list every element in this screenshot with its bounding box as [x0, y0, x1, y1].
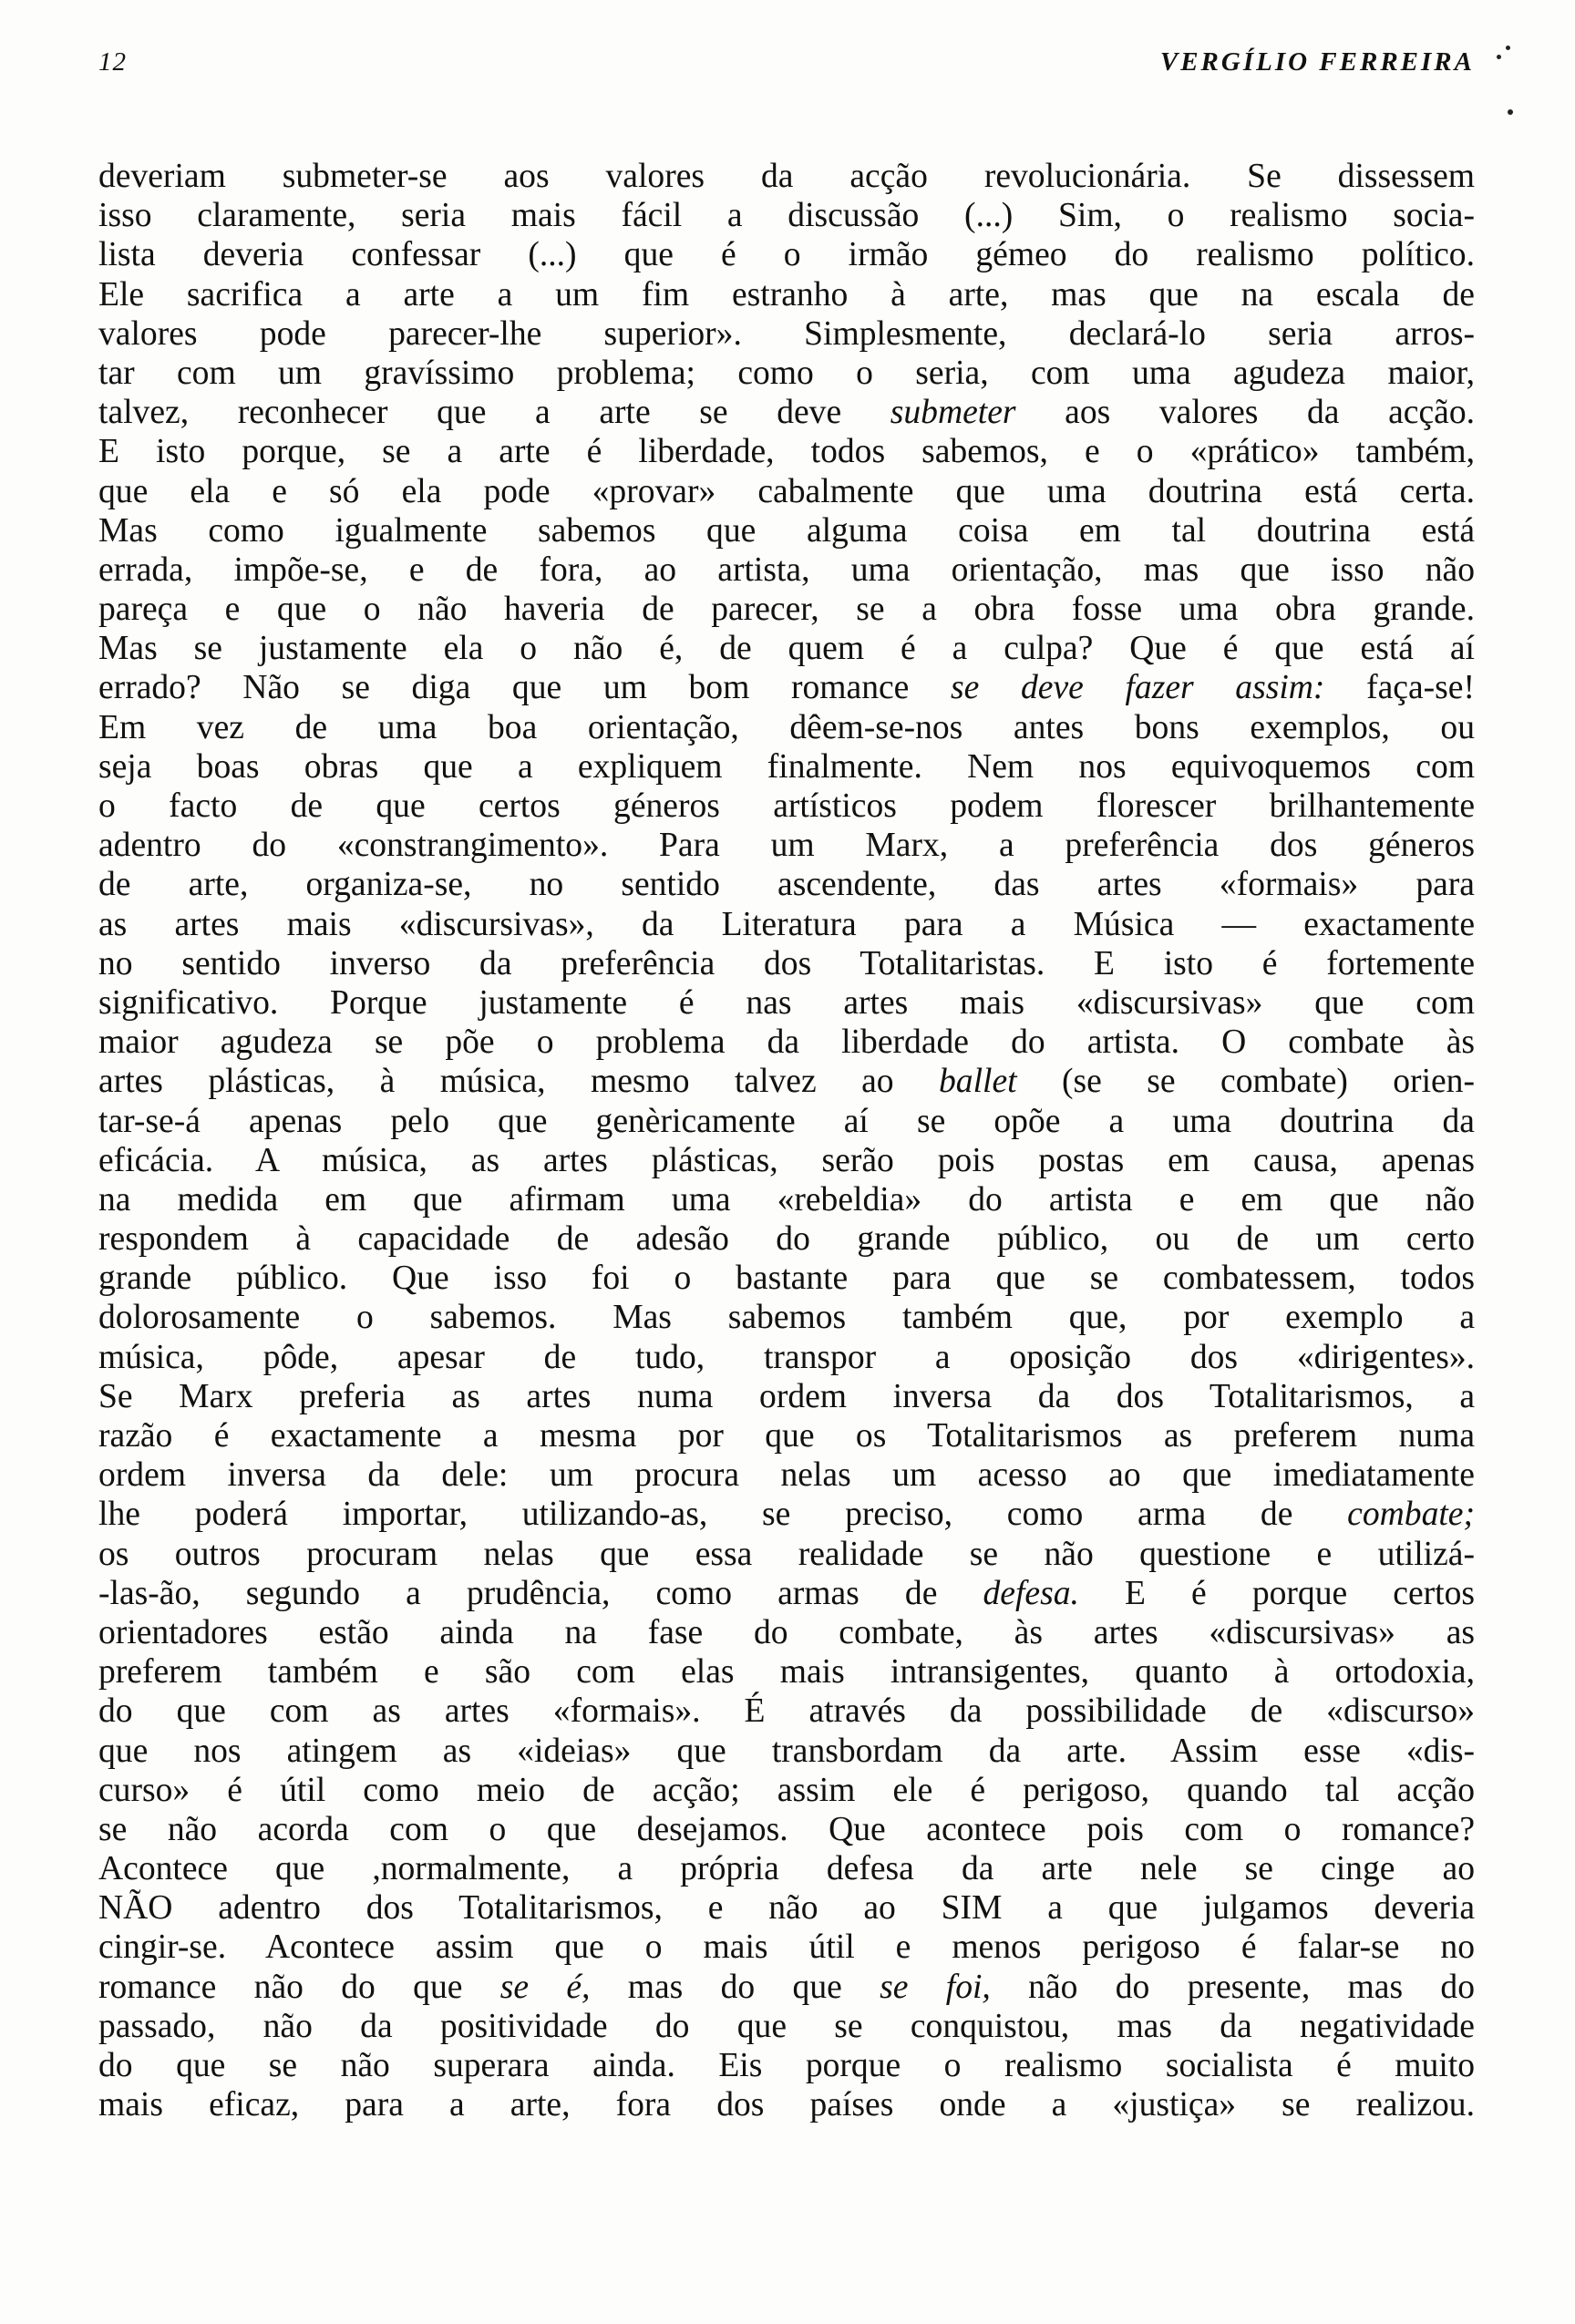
text-line	[98, 1495, 1475, 1534]
text-segment: na medida em que afirmam uma «rebeldia» do artista e em que não	[98, 1180, 1475, 1219]
text-line	[98, 629, 1475, 668]
text-line	[98, 2085, 1475, 2124]
text-segment: errada, impõe-se, e de fora, ao artista, uma orientação, mas que isso não	[98, 550, 1475, 589]
text-segment: no sentido inverso da preferência dos Totalitaristas. E isto é fortemente	[98, 944, 1475, 982]
text-line	[98, 1732, 1475, 1771]
text-segment: eficácia. A música, as artes plásticas, serão pois postas em causa, apenas	[98, 1141, 1475, 1179]
text-line	[98, 668, 1475, 707]
text-segment: passado, não da positividade do que se conquistou, mas da negatividade	[98, 2007, 1475, 2045]
text-segment: Mas se justamente ela o não é, de quem é a culpa? Que é que está aí	[98, 630, 1475, 668]
italic-text: se deve fazer assim:	[951, 669, 1325, 707]
text-line	[98, 1652, 1475, 1692]
text-segment: não do presente, mas do	[990, 1968, 1475, 2006]
text-segment: do que se não superara ainda. Eis porque o realismo socialista é muito	[98, 2047, 1475, 2084]
text-segment: Ele sacrifica a arte a um fim estranho à arte, mas que na escala de	[98, 275, 1475, 314]
text-line	[98, 944, 1475, 983]
text-line	[98, 1377, 1475, 1416]
italic-text: se é,	[499, 1968, 591, 2006]
text-segment: valores pode parecer-lhe superior». Simplesmente, declará-lo seria arros-	[98, 314, 1475, 353]
page-number: 12	[98, 47, 127, 77]
text-line	[98, 235, 1475, 274]
italic-text: se foi,	[880, 1968, 991, 2006]
text-segment: grande público. Que isso foi o bastante para que se combatessem, todos	[98, 1260, 1475, 1298]
text-segment: significativo. Porque justamente é nas artes mais «discursivas» que com	[98, 983, 1475, 1022]
text-segment: se não acorda com o que desejamos. Que acontece pois com o romance?	[98, 1810, 1475, 1848]
text-segment: tar-se-á apenas pelo que genèricamente aí se opõe a uma doutrina da	[98, 1102, 1475, 1140]
text-segment: cingir-se. Acontece assim que o mais útil e menos perigoso é falar-se no	[98, 1928, 1475, 1967]
text-segment: música, pôde, apesar de tudo, transpor a oposição dos «dirigentes».	[98, 1338, 1475, 1376]
text-line	[98, 1928, 1475, 1967]
text-segment: aos valores da acção.	[1015, 394, 1476, 432]
text-segment: de arte, organiza-se, no sentido ascendente, das artes «formais» para	[98, 866, 1475, 904]
text-line	[98, 550, 1475, 590]
text-line	[98, 983, 1475, 1023]
text-line	[98, 1298, 1475, 1337]
text-segment: (se se combate) orien-	[1016, 1063, 1475, 1101]
text-segment: Mas como igualmente sabemos que alguma coisa em tal doutrina está	[98, 511, 1475, 550]
text-segment: mais eficaz, para a arte, fora dos países onde a «justiça» se realizou.	[98, 2086, 1475, 2124]
text-segment: E é porque certos	[1078, 1574, 1475, 1612]
text-line	[98, 1455, 1475, 1495]
italic-text: combate;	[1347, 1496, 1475, 1534]
text-segment: romance não do que	[98, 1968, 500, 2006]
text-line	[98, 1338, 1475, 1377]
italic-text: defesa.	[983, 1574, 1079, 1612]
text-line	[98, 275, 1475, 314]
italic-text: submeter	[890, 394, 1016, 432]
text-segment: lista deveria confessar (...) que é o irmão gémeo do realismo político.	[98, 236, 1475, 274]
text-segment: artes plásticas, à música, mesmo talvez ao	[98, 1063, 940, 1101]
text-line	[98, 157, 1475, 196]
text-segment: preferem também e são com elas mais intransigentes, quanto à ortodoxia,	[98, 1653, 1475, 1692]
text-line	[98, 196, 1475, 235]
text-line	[98, 393, 1475, 432]
text-line	[98, 1141, 1475, 1180]
text-segment: talvez, reconhecer que a arte se deve	[98, 394, 890, 432]
text-line	[98, 314, 1475, 354]
text-line	[98, 1613, 1475, 1652]
text-line	[98, 1810, 1475, 1849]
text-line	[98, 1968, 1475, 2007]
text-segment: maior agudeza se põe o problema da liberdade do artista. O combate às	[98, 1023, 1475, 1062]
text-line	[98, 472, 1475, 511]
ink-speck	[1497, 55, 1501, 59]
text-line	[98, 2007, 1475, 2046]
text-line	[98, 708, 1475, 747]
text-line	[98, 1023, 1475, 1062]
text-segment: respondem à capacidade de adesão do grande público, ou de um certo	[98, 1220, 1475, 1259]
text-segment: Acontece que ,normalmente, a própria defesa da arte nele se cinge ao	[98, 1850, 1475, 1888]
text-segment: adentro do «constrangimento». Para um Marx, a preferência dos géneros	[98, 827, 1475, 865]
text-segment: ordem inversa da dele: um procura nelas um acesso ao que imediatamente	[98, 1456, 1475, 1495]
text-line	[98, 354, 1475, 393]
text-line	[98, 1102, 1475, 1141]
text-segment: dolorosamente o sabemos. Mas sabemos também que, por exemplo a	[98, 1299, 1475, 1337]
text-segment: curso» é útil como meio de acção; assim ele é perigoso, quando tal acção	[98, 1771, 1475, 1809]
text-segment: pareça e que o não haveria de parecer, se a obra fosse uma obra grande.	[98, 591, 1475, 629]
text-line	[98, 2046, 1475, 2085]
text-segment: Se Marx preferia as artes numa ordem inversa da dos Totalitarismos, a	[98, 1377, 1475, 1415]
text-line	[98, 1416, 1475, 1455]
text-segment: do que com as artes «formais». É através da possibilidade de «discurso»	[98, 1692, 1475, 1731]
text-segment: errado? Não se diga que um bom romance	[98, 669, 952, 707]
text-segment: deveriam submeter-se aos valores da acção revolucionária. Se dissessem	[98, 158, 1475, 195]
body-text	[98, 157, 1475, 2124]
ink-speck	[1506, 46, 1510, 50]
text-segment: faça-se!	[1324, 669, 1475, 707]
text-line	[98, 865, 1475, 904]
text-segment: lhe poderá importar, utilizando-as, se preciso, como arma de	[98, 1496, 1348, 1534]
text-line	[98, 1180, 1475, 1219]
text-line	[98, 826, 1475, 865]
text-segment: razão é exactamente a mesma por que os Totalitarismos as preferem numa	[98, 1417, 1475, 1455]
text-line	[98, 747, 1475, 787]
text-segment: tar com um gravíssimo problema; como o seria, com uma agudeza maior,	[98, 354, 1475, 392]
text-segment: E isto porque, se a arte é liberdade, todos sabemos, e o «prático» também,	[98, 433, 1475, 471]
text-line	[98, 905, 1475, 944]
text-line	[98, 1849, 1475, 1888]
text-line	[98, 432, 1475, 471]
text-segment: isso claramente, seria mais fácil a discussão (...) Sim, o realismo socia-	[98, 197, 1475, 235]
text-segment: NÃO adentro dos Totalitarismos, e não ao SIM a que julgamos deveria	[98, 1889, 1475, 1928]
text-segment: orientadores estão ainda na fase do combate, às artes «discursivas» as	[98, 1613, 1475, 1651]
text-line	[98, 1535, 1475, 1574]
text-segment: o facto de que certos géneros artísticos podem florescer brilhantemente	[98, 787, 1475, 825]
text-line	[98, 1692, 1475, 1731]
text-line	[98, 1062, 1475, 1101]
text-segment: as artes mais «discursivas», da Literatura para a Música — exactamente	[98, 905, 1475, 943]
text-line	[98, 590, 1475, 629]
text-segment: os outros procuram nelas que essa realidade se não questione e utilizá-	[98, 1535, 1475, 1573]
italic-text: ballet	[939, 1063, 1017, 1101]
text-segment: que ela e só ela pode «provar» cabalmente que uma doutrina está certa.	[98, 472, 1475, 510]
text-line	[98, 1888, 1475, 1928]
text-line	[98, 1771, 1475, 1810]
page-header	[98, 47, 1475, 84]
text-segment: -las-ão, segundo a prudência, como armas de	[98, 1574, 983, 1612]
text-segment: seja boas obras que a expliquem finalmente. Nem nos equivoquemos com	[98, 747, 1475, 786]
text-line	[98, 787, 1475, 826]
text-segment: Em vez de uma boa orientação, dêem-se-nos antes bons exemplos, ou	[98, 708, 1475, 746]
text-segment: que nos atingem as «ideias» que transbordam da arte. Assim esse «dis-	[98, 1732, 1475, 1770]
text-line	[98, 1219, 1475, 1259]
text-line	[98, 1574, 1475, 1613]
text-line	[98, 1259, 1475, 1298]
ink-speck	[1508, 109, 1513, 115]
text-segment: mas do que	[590, 1968, 880, 2006]
running-head: VERGÍLIO FERREIRA	[1159, 47, 1475, 77]
text-line	[98, 511, 1475, 550]
